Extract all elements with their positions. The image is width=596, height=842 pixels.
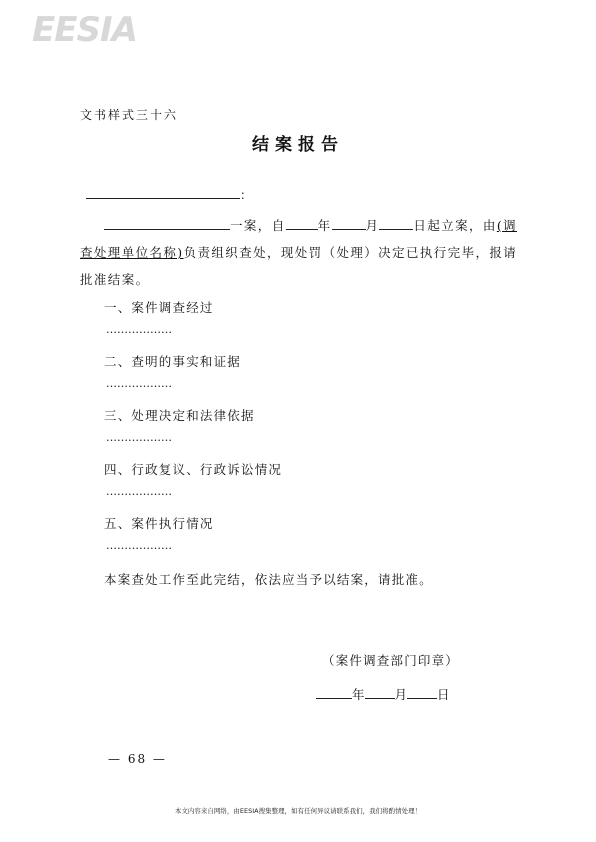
footer-disclaimer: 本文内容来自网络，由EESIA搜集整理，如有任何异议请联系我们，我们将酌情处理！	[174, 807, 422, 815]
addressee-colon: ：	[240, 188, 253, 202]
section-heading-3: 三、处理决定和法律依据	[104, 408, 255, 423]
eesia-logo: EESIA	[32, 10, 137, 50]
year-blank	[286, 217, 318, 230]
department-seal-label: （案件调查部门印章）	[322, 653, 460, 668]
para-text-2: 日起立案，由	[413, 218, 497, 233]
addressee-blank	[86, 187, 240, 199]
section-dots-3: ………………	[106, 431, 172, 444]
form-number: 文书样式三十六	[80, 108, 179, 122]
section-heading-4: 四、行政复议、行政诉讼情况	[104, 462, 283, 477]
date-month-blank	[365, 686, 395, 699]
section-dots-4: ………………	[106, 485, 172, 498]
section-heading-1: 一、案件调查经过	[104, 300, 214, 315]
section-dots-2: ………………	[106, 377, 172, 390]
para-month: 月	[365, 218, 380, 233]
date-day-blank	[407, 686, 437, 699]
date-day: 日	[437, 687, 450, 702]
section-dots-5: ………………	[106, 539, 172, 552]
date-year: 年	[352, 687, 365, 702]
para-text-3: 负责组织查处，现处罚（处理）决定已执行完毕，报请批准结案。	[80, 245, 518, 287]
closing-sentence: 本案查处工作至此完结，依法应当予以结案，请批准。	[104, 572, 433, 587]
section-dots-1: ………………	[106, 323, 172, 336]
para-year: 年	[317, 218, 332, 233]
addressee-line	[86, 186, 252, 203]
month-blank	[332, 217, 366, 230]
day-blank	[379, 217, 413, 230]
para-text-1: 一案，自	[230, 218, 286, 233]
date-line	[316, 685, 450, 703]
document-title: 结案报告	[252, 135, 344, 155]
unit-name-placeholder: (调查处理单位名称)	[80, 218, 518, 260]
section-heading-2: 二、查明的事实和证据	[104, 354, 242, 369]
page-number: — 68 —	[108, 752, 167, 766]
case-name-blank	[104, 217, 230, 230]
section-heading-5: 五、案件执行情况	[104, 516, 214, 531]
date-month: 月	[394, 687, 408, 702]
main-paragraph	[80, 212, 520, 293]
date-year-blank	[316, 686, 352, 699]
